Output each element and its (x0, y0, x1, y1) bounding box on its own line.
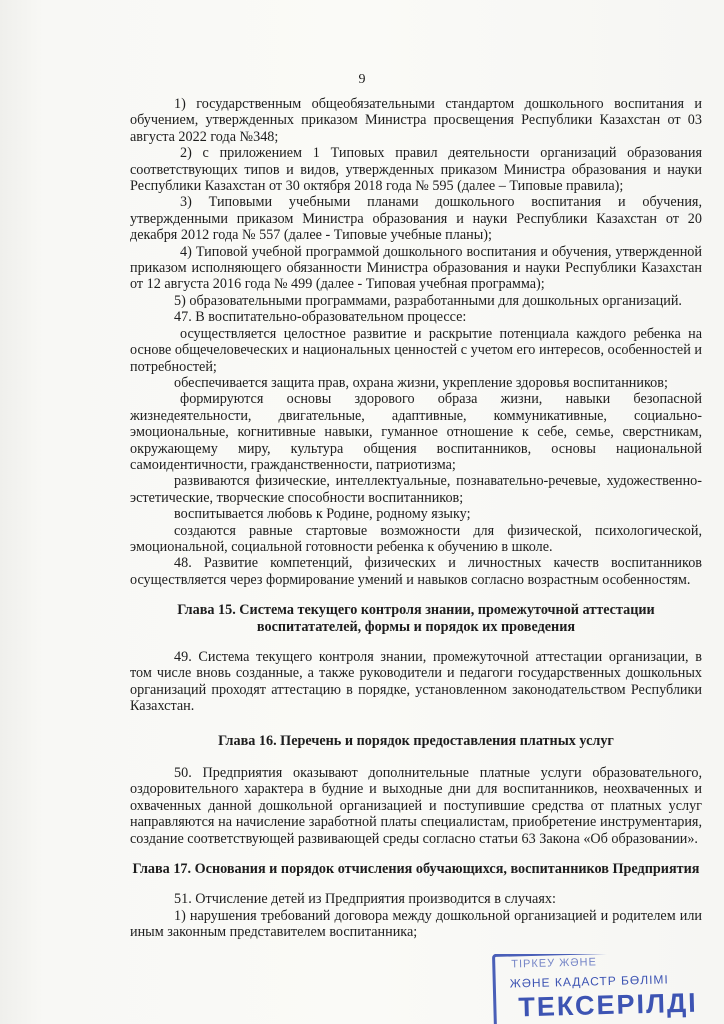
list-paragraph: 4) Типовой учебной программой дошкольного воспитания и обучения, утвержденной приказом исполняющего обязанности Министра образования и науки Республики Казахстан от 12 августа 2016 года № 499 (далее - Типовая учебная программа); (130, 243, 702, 293)
stamp-line-1: ТІРКЕУ ЖӘНЕ (511, 956, 598, 971)
list-paragraph: 48. Развитие компетенций, физических и личностных качеств воспитанников осуществляется через формирование умений и навыков согласно возрастным особенностям. (130, 555, 702, 588)
document-body (130, 96, 702, 941)
stamp-line-3: ТЕКСЕРІЛДІ (518, 987, 699, 1023)
list-paragraph: формируются основы здорового образа жизни, навыки безопасной жизнедеятельности, двигательные, адаптивные, коммуникативные, социально-эмоциональные, когнитивные навыки, гуманное отношение к себе, семье, сверстникам, окружающему миру, культура общения воспитанников, основы национальной самоидентичности, гражданственности, патриотизма; (130, 391, 702, 473)
items-list-block (130, 96, 702, 588)
registration-stamp (492, 954, 724, 1024)
list-paragraph: 2) с приложением 1 Типовых правил деятельности организаций образования соответствующих типов и видов, утвержденных приказом Министра образования и науки Республики Казахстан от 30 октября 2018 года № 595 (далее – Типовые правила); (130, 145, 702, 195)
list-paragraph: 3) Типовыми учебными планами дошкольного воспитания и обучения, утвержденными приказом Министра образования и науки Республики Казахстан от 20 декабря 2012 года № 557 (далее - Типовые учебные планы); (130, 194, 702, 244)
paragraph-49: 49. Система текущего контроля знании, промежуточной аттестации организации, в том числе вновь созданные, а также руководители и педагоги государственных дошкольных организаций проходят аттестацию в порядке, установленном законодательством Республики Казахстан. (130, 649, 702, 715)
list-paragraph: обеспечивается защита прав, охрана жизни, укрепление здоровья воспитанников; (174, 374, 668, 391)
stamp-line-2: ЖӘНЕ КАДАСТР БӨЛІМІ (509, 972, 669, 991)
list-paragraph: создаются равные стартовые возможности для физической, психологической, эмоциональной, социальной готовности ребенка к обучению в школе. (130, 522, 702, 555)
page-number: 9 (358, 72, 366, 87)
list-paragraph: осуществляется целостное развитие и раскрытие потенциала каждого ребенка на основе общечеловеческих и национальных ценностей с учетом его интересов, особенностей и потребностей; (130, 325, 702, 375)
list-paragraph: 1) государственным общеобязательными стандартом дошкольного воспитания и обучением, утвержденных приказом Министра просвещения Республики Казахстан от 03 августа 2022 года №348; (130, 96, 702, 145)
paragraph-50: 50. Предприятия оказывают дополнительные платные услуги образовательного, оздоровительного характера в будние и выходные дни для воспитанников, неохваченных и охваченных данной дошкольной организацией и поступившие средства от платных услуг направляются на начисление заработной платы специалистам, приобретение инструментария, создание соответствующей развивающей среды согласно статьи 63 Закона «Об образовании». (130, 765, 702, 847)
list-paragraph: развиваются физические, интеллектуальные, познавательно-речевые, художественно-эстетические, творческие способности воспитанников; (130, 473, 702, 506)
chapter-16-heading: Глава 16. Перечень и порядок предоставления платных услуг (218, 732, 614, 749)
list-paragraph: 47. В воспитательно-образовательном процессе: (174, 309, 467, 326)
paragraph-51: 51. Отчисление детей из Предприятия производится в случаях: (174, 891, 556, 908)
chapter-17-heading: Глава 17. Основания и порядок отчисления обучающихся, воспитанников Предприятия (132, 861, 700, 878)
list-paragraph: 5) образовательными программами, разработанными для дошкольных организаций. (174, 292, 682, 309)
paragraph-51-item-1: 1) нарушения требований договора между дошкольной организацией и родителем или иным законным представителем воспитанника; (130, 907, 702, 941)
stamp-frame (492, 954, 724, 1024)
chapter-15-heading: Глава 15. Система текущего контроля знании, промежуточной аттестации воспитатателей, формы и порядок их проведения (177, 602, 655, 635)
list-paragraph: воспитывается любовь к Родине, родному языку; (174, 506, 471, 523)
